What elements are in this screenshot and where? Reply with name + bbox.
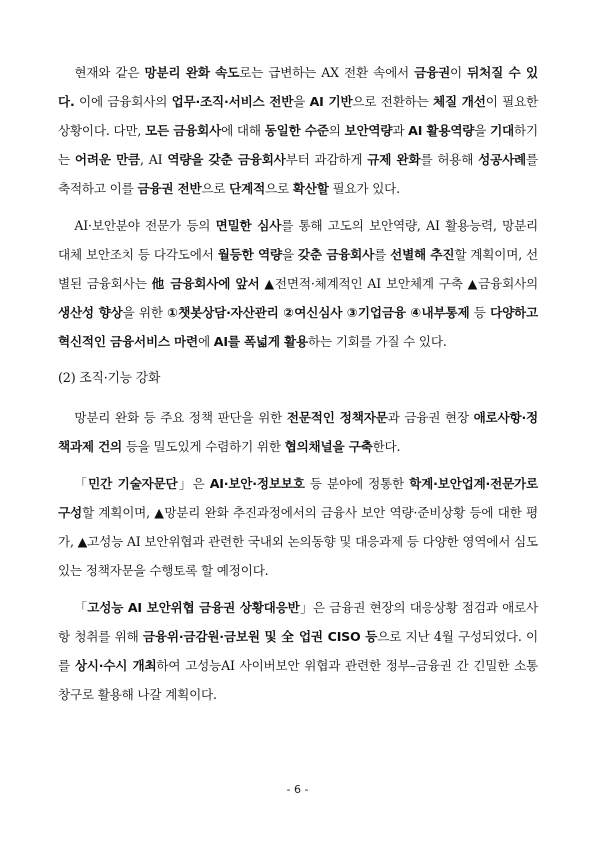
bold-text: 기대 [490, 123, 515, 138]
bold-text: 망분리 완화 속도 [144, 65, 240, 80]
paragraph-consultation [58, 403, 538, 461]
body-text: 하기는 [58, 123, 538, 167]
body-text: 「 [74, 600, 88, 615]
paragraph-advisory-group [58, 469, 538, 585]
bold-text: AI 기반 [309, 94, 353, 109]
body-text: 필요가 있다. [328, 181, 400, 196]
bold-text: 보안역량 [344, 123, 393, 138]
body-text: ▲전면적·체계적인 AI 보안체계 구축 ▲금융회사의 [259, 276, 538, 291]
bold-text: 체질 개선 [433, 94, 486, 109]
body-text: 을 [474, 123, 491, 138]
body-text: 을 위한 [122, 305, 168, 320]
bold-text: AI 활용역량 [408, 123, 475, 138]
section-heading: (2) 조직·기능 강화 [58, 371, 161, 386]
bold-text: 규제 완화 [367, 152, 421, 167]
body-text: 「 [74, 476, 89, 491]
body-text: 에 대해 [221, 123, 265, 138]
body-text: 을 [281, 247, 298, 262]
paragraph-ai-transition [58, 58, 538, 203]
bold-text: 학계·보안업계·전문가로 구성 [58, 476, 538, 520]
bold-text: 어려운 만큼 [74, 152, 141, 167]
body-text: 과 금융권 현장 [387, 410, 474, 425]
body-text: 」은 [177, 476, 210, 491]
paragraph-selection [58, 211, 538, 356]
body-text: 등 [469, 305, 491, 320]
bold-text: 다양하고 혁신적인 금융서비스 마련 [58, 305, 538, 349]
body-text: 을 [293, 94, 310, 109]
bold-text: 갖춘 금융회사 [297, 247, 375, 262]
body-text: 를 [374, 247, 391, 262]
bold-text: 단계적 [229, 181, 266, 196]
body-text: 를 통해 고도의 보안역량, AI 활용능력, 망분리 대체 보안조치 등 다각도에서 [58, 218, 539, 262]
body-text: 의 [328, 123, 345, 138]
document-body [58, 58, 538, 717]
bold-text: 월등한 역량 [217, 247, 282, 262]
bold-text: AI·보안·정보보호 [209, 476, 305, 491]
bold-text: 상시·수시 개최 [74, 658, 157, 673]
body-text: 이에 금융회사의 [74, 94, 172, 109]
body-text: 으로 전환하는 [352, 94, 434, 109]
bold-text: 성공사례 [478, 152, 527, 167]
body-text: 할 계획이며, ▲망분리 완화 추진과정에서의 금융사 보안 역량·준비상황 등에 대한 평가, ▲고성능 AI 보안위협과 관련한 국내외 논의동향 및 대응과제 등 다양한 영역에서 심도있는 정책자문을 수행토록 할 예정이다. [58, 505, 538, 578]
body-text: 으로 [201, 181, 230, 196]
body-text: 하는 기회를 가질 수 있다. [307, 334, 447, 349]
bold-text: 민간 기술자문단 [88, 476, 178, 491]
body-text: 한다. [372, 439, 401, 454]
body-text: 」은 금융권 현장의 대응상황 점검과 애로사항 청취를 위해 [58, 600, 538, 644]
body-text: 으로 [265, 181, 293, 196]
body-text: 으로 지난 4월 구성되었다. 이를 [58, 629, 539, 673]
bold-text: 동일한 수준 [264, 123, 329, 138]
bold-text: 역량을 갖춘 금융회사 [167, 152, 286, 167]
bold-text: 금융위·금감원·금보원 및 全 업권 CISO 등 [142, 629, 378, 644]
body-text: 이 [450, 65, 468, 80]
bold-text: 모든 금융회사 [145, 123, 222, 138]
body-text: 과 [392, 123, 409, 138]
bold-text: 금융권 [414, 65, 451, 80]
body-text: 이 필요한 상황이다. 다만, [58, 94, 538, 138]
page-number: - 6 - [286, 783, 309, 796]
body-text: 하여 고성능AI 사이버보안 위협과 관련한 정부–금융권 간 긴밀한 소통창구로 활용해 나갈 계획이다. [58, 658, 538, 702]
bold-text: 선별해 추진 [390, 247, 455, 262]
body-text: AI·보안분야 전문가 등의 [74, 218, 216, 233]
body-text: 에 [198, 334, 214, 349]
body-text: 현재와 같은 [74, 65, 145, 80]
bold-text: 뒤처질 수 있다. [58, 65, 538, 109]
body-text: 등을 밀도있게 수렴하기 위한 [122, 439, 285, 454]
bold-text: 고성능 AI 보안위협 금융권 상황대응반 [87, 600, 300, 615]
body-text: 를 축적하고 이를 [58, 152, 538, 196]
bold-text: 면밀한 심사 [215, 218, 282, 233]
paragraph-response-team [58, 593, 538, 709]
body-text: 부터 과감하게 [285, 152, 368, 167]
body-text: 등 분야에 정통한 [304, 476, 410, 491]
bold-text: 전문적인 정책자문 [286, 410, 388, 425]
bold-text: 생산성 향상 [58, 305, 123, 320]
bold-text: AI를 폭넓게 활용 [213, 334, 308, 349]
bold-text: 금융권 전반 [137, 181, 202, 196]
body-text: 를 허용해 [420, 152, 479, 167]
body-text: , AI [140, 152, 168, 167]
bold-text: 업무·조직·서비스 전반 [171, 94, 294, 109]
body-text: 로는 급변하는 AX 전환 속에서 [239, 65, 415, 80]
bold-text: 애로사항·정책과제 건의 [58, 410, 538, 454]
bold-text: 他 금융회사에 앞서 [151, 276, 260, 291]
bold-text: ①챗봇상담·자산관리 ②여신심사 ③기업금융 ④내부통제 [167, 305, 470, 320]
bold-text: 협의채널을 구축 [284, 439, 373, 454]
body-text: 할 계획이며, 선별된 금융회사는 [58, 247, 538, 291]
bold-text: 확산할 [292, 181, 329, 196]
body-text: 망분리 완화 등 주요 정책 판단을 위한 [74, 410, 287, 425]
